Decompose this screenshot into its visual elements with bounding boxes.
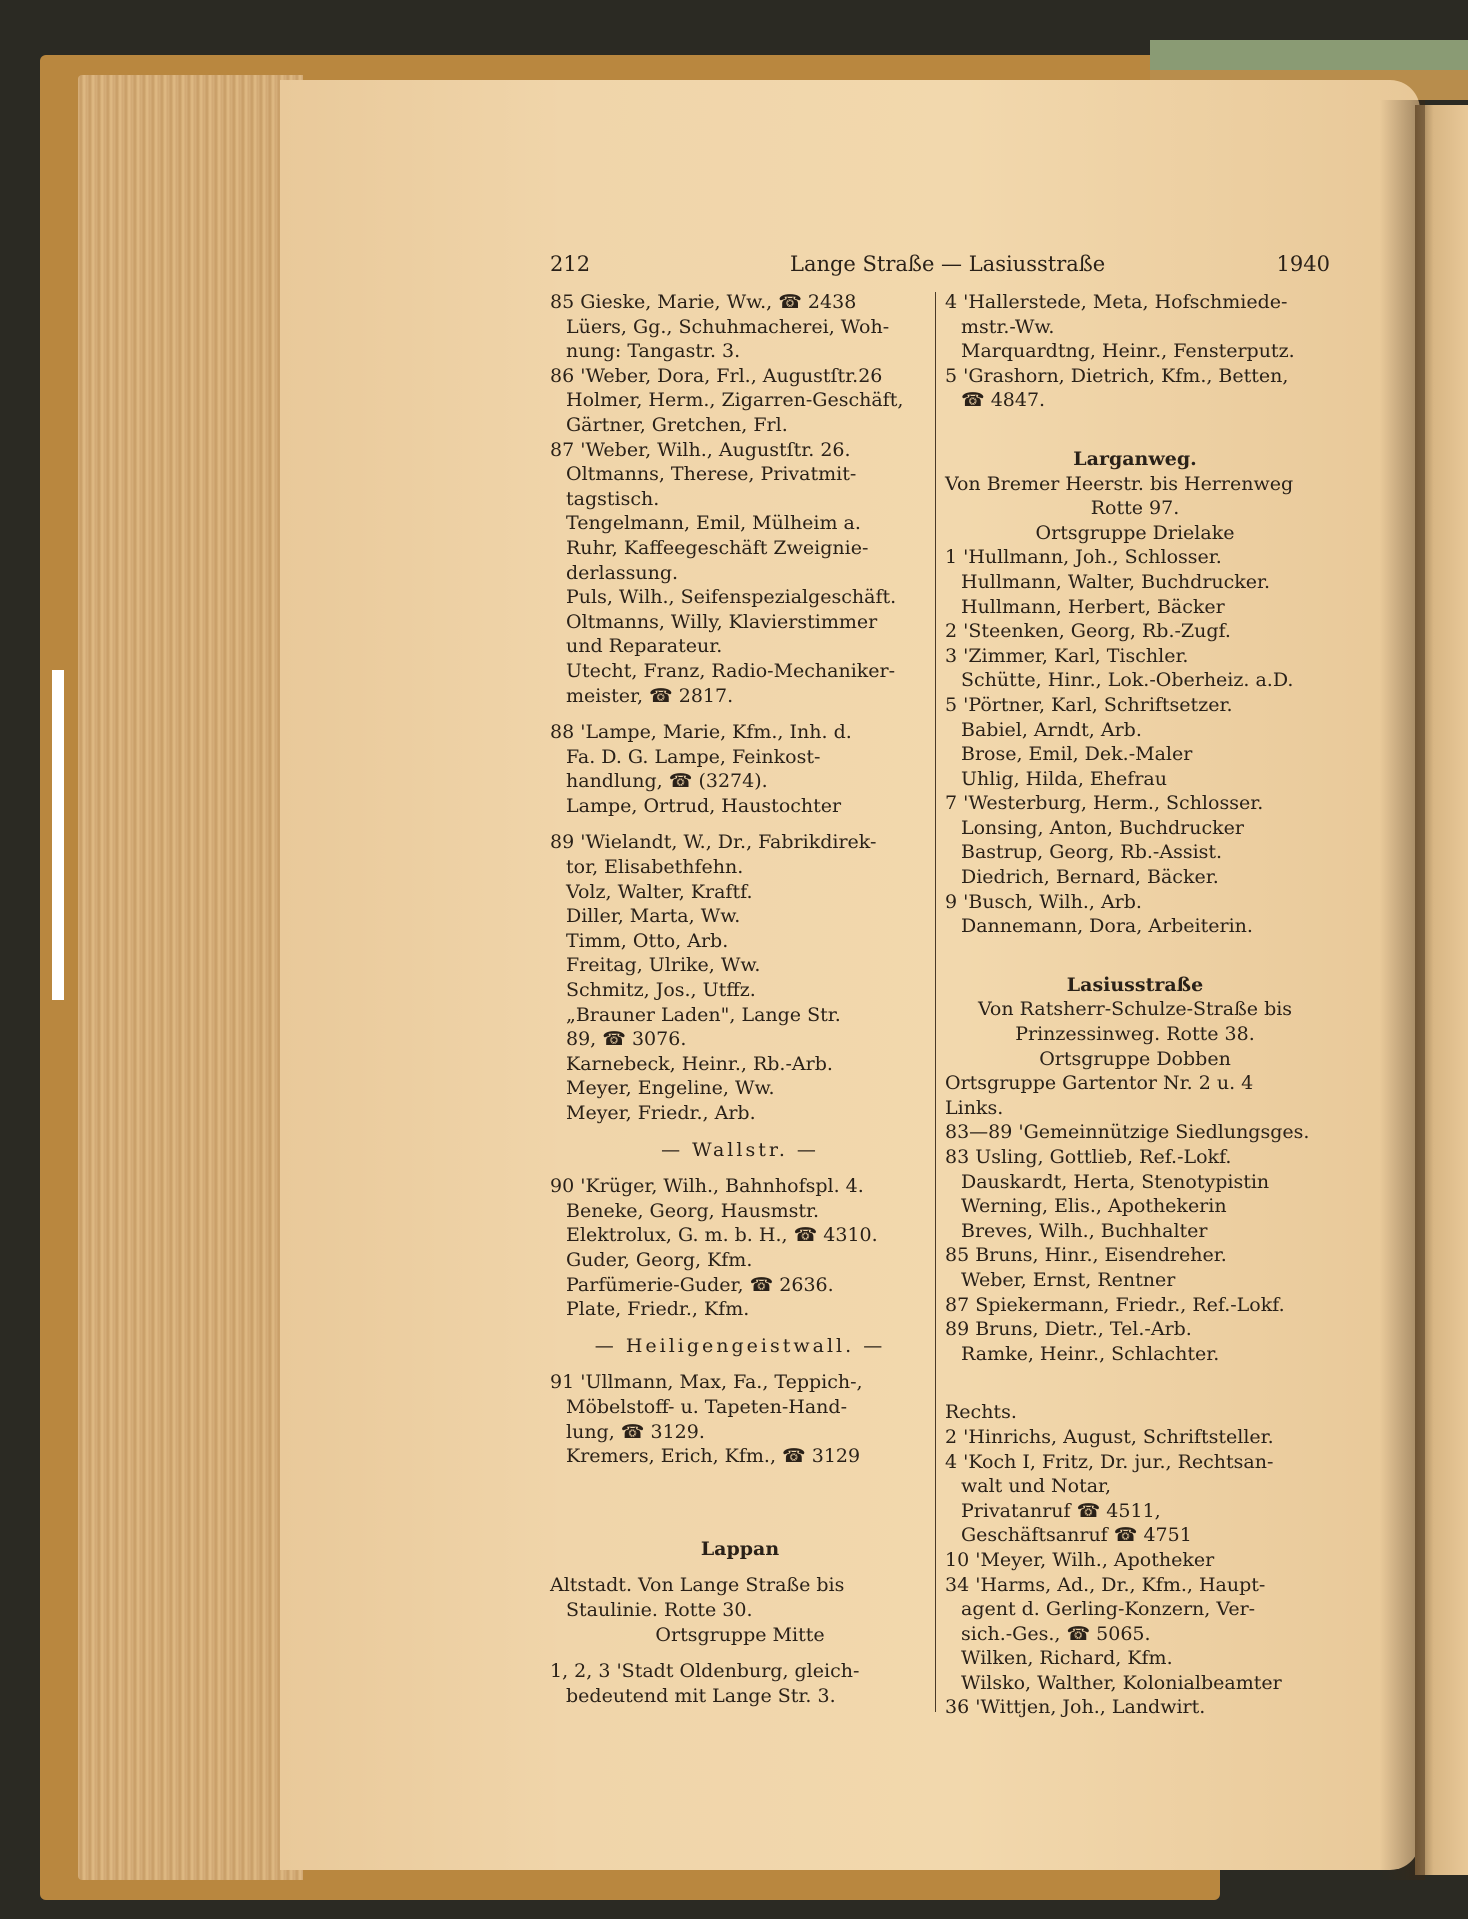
entry-line: 88 'Lampe, Marie, Kfm., Inh. d.: [550, 721, 852, 744]
entry-line: 4 'Hallerstede, Meta, Hofschmiede-: [945, 291, 1288, 313]
entry-line: Uhlig, Hilda, Ehefrau: [961, 767, 1167, 790]
entry-line: Karnebeck, Heinr., Rb.-Arb.: [566, 1052, 833, 1075]
entry-line: Weber, Ernst, Rentner: [961, 1268, 1176, 1291]
entry-line: Geschäftsanruf ☎ 4751: [961, 1524, 1192, 1547]
street-heading: Lappan: [700, 1537, 780, 1560]
right-column: [945, 290, 1325, 1720]
column-divider: [935, 292, 936, 1712]
entry-line: agent d. Gerling-Konzern, Ver-: [961, 1598, 1256, 1621]
entry-line: 86 'Weber, Dora, Frl., Augustſtr.26: [550, 364, 883, 387]
entry-line: 5 'Grashorn, Dietrich, Kfm., Betten,: [945, 364, 1289, 387]
entry-line: meister, ☎ 2817.: [566, 684, 734, 707]
entry-line: Lonsing, Anton, Buchdrucker: [961, 816, 1244, 839]
entry-line: 90 'Krüger, Wilh., Bahnhofspl. 4.: [550, 1175, 864, 1198]
entry-line: und Reparateur.: [566, 635, 723, 658]
entry-line: 87 Spiekermann, Friedr., Ref.-Lokf.: [945, 1293, 1285, 1316]
entry-line: Marquardtng, Heinr., Fensterputz.: [961, 340, 1295, 363]
entry-line: 34 'Harms, Ad., Dr., Kfm., Haupt-: [945, 1573, 1266, 1596]
ortsgruppe-label: Ortsgruppe Dobben: [1039, 1047, 1231, 1070]
entry-line: „Brauner Laden", Lange Str.: [566, 1003, 841, 1026]
entry-line: Privatanruf ☎ 4511,: [961, 1499, 1161, 1522]
entry-line: 1, 2, 3 'Stadt Oldenburg, gleich-: [550, 1660, 860, 1683]
section-divider: — Heiligengeistwall. —: [594, 1334, 886, 1357]
running-title: Lange Straße — Lasiusstraße: [790, 252, 1106, 276]
entry-line: Oltmanns, Therese, Privatmit-: [566, 463, 857, 486]
entry-line: Schütte, Hinr., Lok.-Oberheiz. a.D.: [961, 669, 1294, 692]
entry-line: Fa. D. G. Lampe, Feinkost-: [566, 745, 821, 768]
street-description: Staulinie. Rotte 30.: [566, 1598, 753, 1621]
street-description: Rotte 97.: [1090, 497, 1180, 520]
entry-line: Ramke, Heinr., Schlachter.: [961, 1342, 1220, 1365]
spine-shadow: [1380, 100, 1425, 1880]
entry-line: Plate, Friedr., Kfm.: [566, 1298, 750, 1321]
side-label: Links.: [945, 1096, 1004, 1119]
ortsgruppe-label: Ortsgruppe Gartentor Nr. 2 u. 4: [945, 1072, 1254, 1095]
entry-line: 85 Bruns, Hinr., Eisendreher.: [945, 1244, 1227, 1267]
entry-line: 91 'Ullmann, Max, Fa., Teppich-,: [550, 1371, 863, 1394]
entry-line: ☎ 4847.: [961, 389, 1046, 412]
entry-line: Breves, Wilh., Buchhalter: [961, 1219, 1208, 1242]
entry-line: bedeutend mit Lange Str. 3.: [566, 1684, 836, 1707]
entry-line: Lampe, Ortrud, Haustochter: [566, 794, 842, 817]
street-description: Von Ratsherr-Schulze-Straße bis: [977, 998, 1293, 1021]
entry-line: Parfümerie-Guder, ☎ 2636.: [566, 1273, 834, 1296]
ortsgruppe-label: Ortsgruppe Mitte: [655, 1623, 825, 1646]
entry-line: 89 'Wielandt, W., Dr., Fabrikdirek-: [550, 831, 877, 854]
entry-line: Diller, Marta, Ww.: [566, 905, 741, 928]
entry-line: 83—89 'Gemeinnützige Siedlungsges.: [945, 1121, 1310, 1144]
page-number-left: 212: [550, 252, 591, 276]
entry-line: Wilsko, Walther, Kolonialbeamter: [961, 1671, 1282, 1694]
street-heading: Lasiusstraße: [1066, 973, 1204, 996]
entry-line: 36 'Wittjen, Joh., Landwirt.: [945, 1696, 1206, 1719]
entry-line: mstr.-Ww.: [961, 315, 1055, 338]
entry-line: 3 'Zimmer, Karl, Tischler.: [945, 644, 1189, 667]
bookmark-tab: [52, 670, 64, 1000]
entry-line: 10 'Meyer, Wilh., Apotheker: [945, 1548, 1215, 1571]
section-divider: — Wallstr. —: [661, 1138, 819, 1161]
entry-line: 89, ☎ 3076.: [566, 1028, 687, 1051]
entry-line: 5 'Pörtner, Karl, Schriftsetzer.: [945, 693, 1233, 716]
entry-line: Wilken, Richard, Kfm.: [961, 1647, 1173, 1670]
entry-line: Lüers, Gg., Schuhmacherei, Woh-: [566, 315, 890, 338]
entry-line: 87 'Weber, Wilh., Augustſtr. 26.: [550, 438, 851, 461]
entry-line: 7 'Westerburg, Herm., Schlosser.: [945, 792, 1264, 815]
entry-line: Hullmann, Herbert, Bäcker: [961, 595, 1225, 618]
entry-line: Timm, Otto, Arb.: [566, 929, 729, 952]
entry-line: walt und Notar,: [961, 1475, 1112, 1498]
entry-line: derlassung.: [566, 561, 679, 584]
entry-line: Brose, Emil, Dek.-Maler: [961, 743, 1193, 766]
entry-line: Holmer, Herm., Zigarren-Geschäft,: [566, 389, 904, 412]
entry-line: Freitag, Ulrike, Ww.: [566, 954, 761, 977]
entry-line: 83 Usling, Gottlieb, Ref.-Lokf.: [945, 1146, 1232, 1168]
entry-line: Babiel, Arndt, Arb.: [961, 718, 1142, 741]
entry-line: nung: Tangastr. 3.: [566, 340, 741, 363]
page-edges: [78, 75, 303, 1880]
entry-line: Werning, Elis., Apothekerin: [961, 1195, 1227, 1218]
entry-line: 4 'Koch I, Fritz, Dr. jur., Rechtsan-: [945, 1450, 1274, 1473]
entry-line: Ruhr, Kaffeegeschäft Zweignie-: [566, 536, 869, 559]
entry-line: 2 'Hinrichs, August, Schriftsteller.: [945, 1425, 1274, 1448]
entry-line: 1 'Hullmann, Joh., Schlosser.: [945, 546, 1222, 569]
entry-line: Diedrich, Bernard, Bäcker.: [961, 866, 1219, 889]
entry-line: Bastrup, Georg, Rb.-Assist.: [961, 841, 1223, 864]
page-number-right: 1940: [1276, 252, 1330, 276]
entry-line: Gärtner, Gretchen, Frl.: [566, 413, 788, 436]
street-description: Von Bremer Heerstr. bis Herrenweg: [945, 472, 1294, 495]
entry-line: Utecht, Franz, Radio-Mechaniker-: [566, 659, 896, 682]
entry-line: Hullmann, Walter, Buchdrucker.: [961, 570, 1271, 593]
entry-line: tagstisch.: [566, 487, 660, 510]
entry-line: 89 Bruns, Dietr., Tel.-Arb.: [945, 1318, 1192, 1341]
green-strip: [1150, 40, 1468, 70]
entry-line: 2 'Steenken, Georg, Rb.-Zugf.: [945, 620, 1231, 643]
entry-line: sich.-Ges., ☎ 5065.: [961, 1622, 1151, 1645]
entry-line: handlung, ☎ (3274).: [566, 770, 768, 793]
entry-line: Tengelmann, Emil, Mülheim a.: [566, 512, 861, 535]
entry-line: 85 Gieske, Marie, Ww., ☎ 2438: [550, 291, 857, 313]
entry-line: Kremers, Erich, Kfm., ☎ 3129: [566, 1445, 861, 1468]
entry-line: lung, ☎ 3129.: [566, 1420, 705, 1443]
side-label: Rechts.: [945, 1401, 1017, 1424]
entry-line: Volz, Walter, Kraftf.: [566, 880, 753, 903]
page-header: [550, 252, 1330, 286]
entry-line: Guder, Georg, Kfm.: [566, 1248, 753, 1271]
entry-line: Dannemann, Dora, Arbeiterin.: [961, 915, 1253, 938]
entry-line: Möbelstoff- u. Tapeten-Hand-: [566, 1395, 847, 1418]
entry-line: Puls, Wilh., Seifenspezialgeschäft.: [566, 586, 897, 609]
entry-line: Meyer, Engeline, Ww.: [566, 1077, 775, 1100]
ortsgruppe-label: Ortsgruppe Drielake: [1035, 521, 1235, 544]
entry-line: tor, Elisabethfehn.: [566, 856, 744, 879]
entry-line: 9 'Busch, Wilh., Arb.: [945, 890, 1142, 913]
left-column: [550, 290, 930, 1708]
entry-line: Elektrolux, G. m. b. H., ☎ 4310.: [566, 1224, 878, 1247]
street-description: Prinzessinweg. Rotte 38.: [1015, 1023, 1255, 1046]
entry-line: Oltmanns, Willy, Klavierstimmer: [566, 610, 878, 633]
entry-line: Beneke, Georg, Hausmstr.: [566, 1199, 820, 1222]
entry-line: Meyer, Friedr., Arb.: [566, 1102, 756, 1124]
entry-line: Schmitz, Jos., Utffz.: [566, 979, 756, 1002]
street-heading: Larganweg.: [1073, 447, 1197, 470]
street-description: Altstadt. Von Lange Straße bis: [550, 1574, 845, 1597]
entry-line: Dauskardt, Herta, Stenotypistin: [961, 1170, 1270, 1193]
